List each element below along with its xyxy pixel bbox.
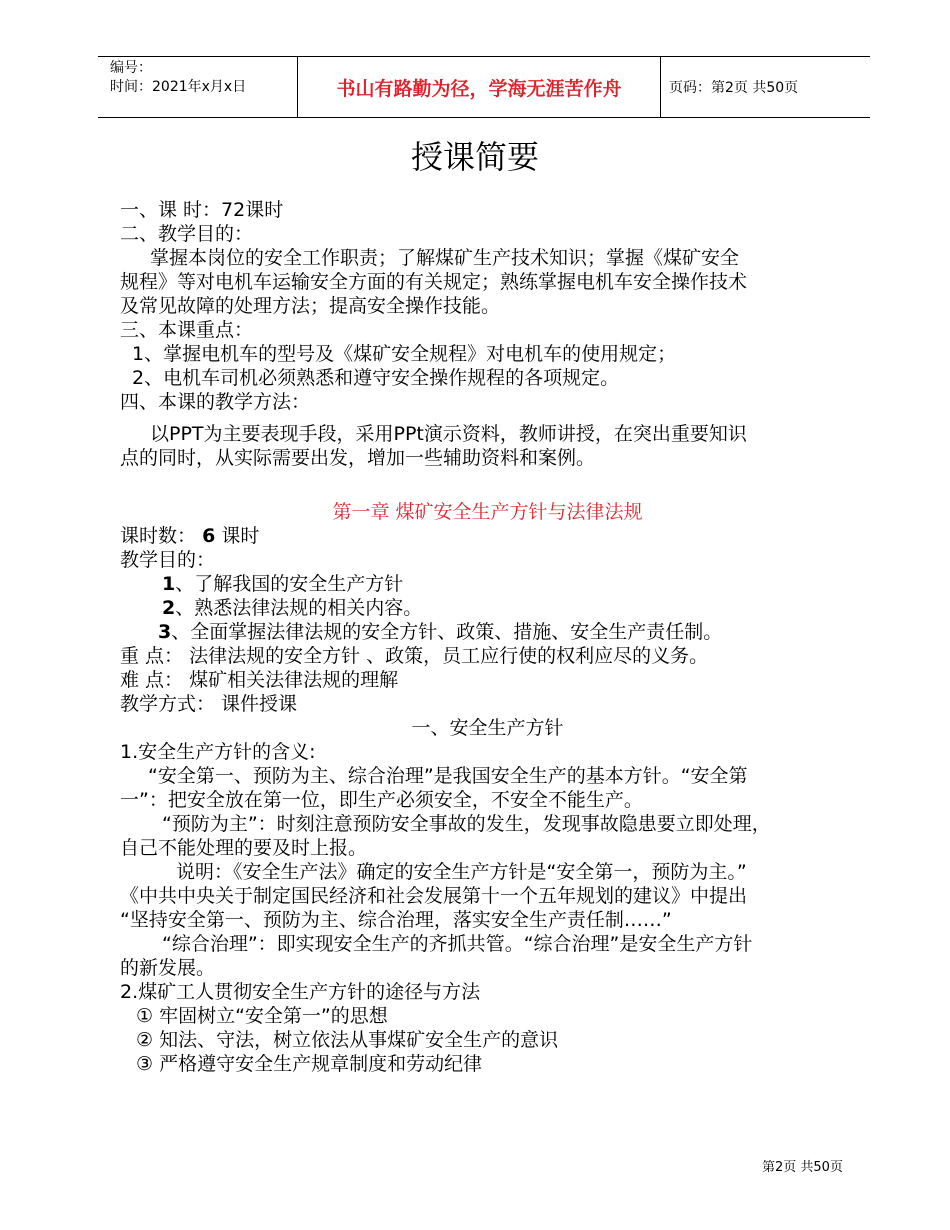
page-title: 授课简要 (410, 138, 539, 176)
number-label: 编号： (110, 60, 152, 76)
aim-number: 2 (162, 597, 176, 619)
aim-text: 、熟悉法律法规的相关内容。 (175, 597, 423, 619)
paragraph: “综合治理”：即实现安全生产的齐抓共管。“综合治理”是安全生产方针 (162, 933, 753, 955)
list-item: ③ 严格遵守安全生产规章制度和劳动纪律 (136, 1053, 483, 1075)
aim-text: 、全面掌握法律法规的安全方针、政策、措施、安全生产责任制。 (171, 621, 723, 643)
aim-heading: 教学目的： (120, 549, 216, 571)
list-item: ② 知法、守法，树立依法从事煤矿安全生产的意识 (136, 1029, 559, 1051)
page-label: 页码：第2页 共50页 (669, 80, 799, 96)
aim-number: 1 (162, 573, 176, 595)
list-item: ① 牢固树立“安全第一”的思想 (136, 1005, 388, 1027)
goal-text: 规程》等对电机车运输安全方面的有关规定；熟练掌握电机车安全操作技术 (120, 271, 748, 293)
hours-value: 6 (202, 525, 216, 547)
key-item: 2、电机车司机必须熟悉和遵守安全操作规程的各项规定。 (132, 367, 620, 389)
chapter-hours (120, 524, 855, 548)
paragraph: 的新发展。 (120, 957, 216, 979)
method-text: 点的同时，从实际需要出发，增加一些辅助资料和案例。 (120, 447, 596, 469)
hours-label: 课时数： (120, 525, 197, 547)
aim-number: 3 (158, 621, 172, 643)
hours-unit: 课时 (221, 525, 260, 547)
body-content (120, 198, 855, 1076)
goal-heading: 二、教学目的： (120, 223, 254, 245)
aim-item (120, 620, 855, 644)
focus-line: 重 点： 法律法规的安全方针 、政策，员工应行使的权利应尽的义务。 (120, 645, 709, 667)
header-table (98, 56, 870, 118)
paragraph: “坚持安全第一、预防为主、综合治理，落实安全生产责任制……” (120, 909, 672, 931)
time-label: 时间：2021年x月x日 (110, 79, 247, 95)
goal-text: 及常见故障的处理方法；提高安全操作技能。 (120, 295, 501, 317)
method-text: 以PPT为主要表现手段，采用PPt演示资料，教师讲授，在突出重要知识 (150, 423, 747, 445)
key-item: 1、掌握电机车的型号及《煤矿安全规程》对电机车的使用规定； (132, 343, 677, 365)
difficulty-line: 难 点： 煤矿相关法律法规的理解 (120, 669, 399, 691)
chapter-title: 第一章 煤矿安全生产方针与法律法规 (332, 501, 643, 523)
paragraph: “预防为主”：时刻注意预防安全事故的发生，发现事故隐患要立即处理， (162, 813, 771, 835)
paragraph: “安全第一、预防为主、综合治理”是我国安全生产的基本方针。“安全第 (148, 765, 748, 787)
paragraph: 一”：把安全放在第一位，即生产必须安全，不安全不能生产。 (120, 789, 643, 811)
method-heading: 四、本课的教学方法： (120, 391, 311, 413)
aim-text: 、了解我国的安全生产方针 (175, 573, 404, 595)
paragraph: 自己不能处理的要及时上报。 (120, 837, 368, 859)
subsection-heading: 2.煤矿工人贯彻安全生产方针的途径与方法 (120, 981, 481, 1003)
goal-text: 掌握本岗位的安全工作职责；了解煤矿生产技术知识；掌握《煤矿安全 (150, 247, 740, 269)
aim-item (120, 596, 855, 620)
header-meta (98, 57, 298, 117)
page-footer: 第2页 共50页 (762, 1160, 843, 1175)
mode-line: 教学方式： 课件授课 (120, 693, 298, 715)
key-heading: 三、本课重点： (120, 319, 254, 341)
paragraph: 说明：《安全生产法》确定的安全生产方针是“安全第一，预防为主。” (176, 861, 747, 883)
section-heading: 一、安全生产方针 (411, 717, 564, 739)
paragraph: 《中共中央关于制定国民经济和社会发展第十一个五年规划的建议》中提出 (120, 885, 748, 907)
subsection-heading: 1.安全生产方针的含义: (120, 741, 316, 763)
motto: 书山有路勤为径，学海无涯苦作舟 (298, 57, 661, 117)
hours-line: 一、课 时：72课时 (120, 199, 284, 221)
aim-item (120, 572, 855, 596)
